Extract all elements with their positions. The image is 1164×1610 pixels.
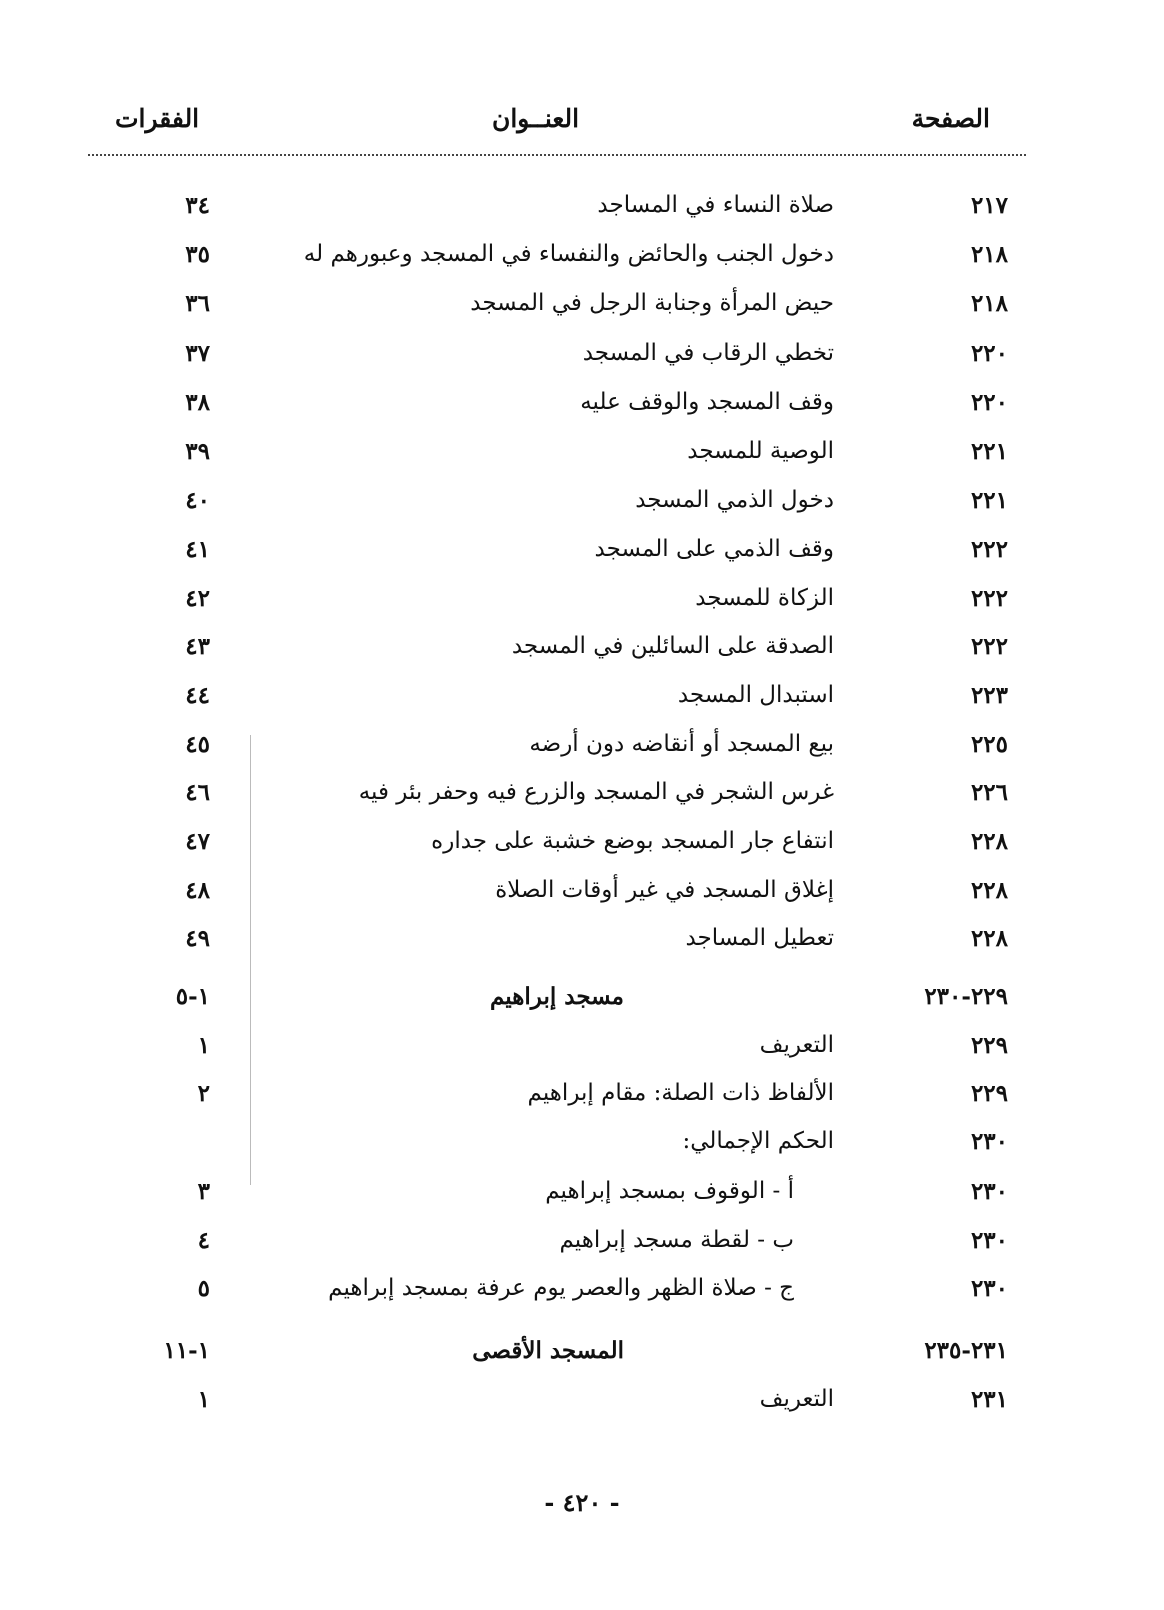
- paragraphs-cell: ٣٨: [185, 389, 210, 416]
- page-number-cell: ٢٢٩: [970, 1080, 1008, 1107]
- toc-row: [0, 1227, 1164, 1269]
- title-cell: مسجد إبراهيم: [489, 983, 624, 1010]
- title-cell: أ - الوقوف بمسجد إبراهيم: [545, 1178, 794, 1204]
- page-number-cell: ٢٢٨: [970, 877, 1008, 904]
- paras-column-header: الفقرات: [115, 104, 200, 133]
- title-cell: دخول الذمي المسجد: [635, 487, 834, 513]
- title-cell: ب - لقطة مسجد إبراهيم: [559, 1227, 794, 1253]
- paragraphs-cell: ٣٦: [185, 290, 210, 317]
- title-cell: وقف الذمي على المسجد: [594, 536, 834, 562]
- header-divider: [88, 154, 1026, 156]
- title-cell: الصدقة على السائلين في المسجد: [511, 633, 834, 659]
- toc-row: [0, 779, 1164, 821]
- title-cell: المسجد الأقصى: [472, 1337, 624, 1364]
- toc-row: [0, 241, 1164, 283]
- toc-row: [0, 290, 1164, 332]
- page-number-cell: ٢٣١: [970, 1386, 1008, 1413]
- paragraphs-cell: ٤٢: [185, 585, 210, 612]
- page-number-cell: ٢٣٠: [970, 1275, 1008, 1302]
- page-number-cell: ٢٢٣: [970, 682, 1008, 709]
- page-number-cell: ٢٢٨: [970, 925, 1008, 952]
- toc-row: [0, 389, 1164, 431]
- page-number-cell: ٢٢٩: [970, 1032, 1008, 1059]
- toc-row: [0, 925, 1164, 967]
- toc-row: [0, 536, 1164, 578]
- paragraphs-cell: ٤٨: [185, 877, 210, 904]
- paragraphs-cell: ٤٤: [185, 682, 210, 709]
- toc-row: [0, 1386, 1164, 1428]
- title-cell: انتفاع جار المسجد بوضع خشبة على جداره: [431, 828, 834, 854]
- paragraphs-cell: ٤٥: [185, 731, 210, 758]
- toc-row: [0, 731, 1164, 773]
- paragraphs-cell: ٤١: [185, 536, 210, 563]
- title-cell: استبدال المسجد: [677, 682, 834, 708]
- page-number-cell: ٢٢٢: [970, 633, 1008, 660]
- paragraphs-cell: ٤٦: [185, 779, 210, 806]
- title-cell: حيض المرأة وجنابة الرجل في المسجد: [470, 290, 834, 316]
- page-number-cell: ٢٢١: [970, 487, 1008, 514]
- toc-row: [0, 828, 1164, 870]
- page-number-cell: ٢٢٢: [970, 585, 1008, 612]
- paragraphs-cell: ١: [197, 1386, 210, 1413]
- toc-row: [0, 877, 1164, 919]
- title-cell: الحكم الإجمالي:: [682, 1128, 834, 1154]
- title-column-header: العنــوان: [492, 104, 580, 133]
- page-column-header: الصفحة: [911, 104, 990, 133]
- toc-row: [0, 438, 1164, 480]
- paragraphs-cell: ١: [197, 1032, 210, 1059]
- paragraphs-cell: ١-١١: [163, 1337, 210, 1364]
- toc-row: [0, 487, 1164, 529]
- page-number-cell: ٢١٧: [970, 192, 1008, 219]
- toc-row: [0, 633, 1164, 675]
- table-header: [0, 104, 1164, 144]
- title-cell: التعريف: [759, 1386, 834, 1412]
- page-number-cell: ٢٢٠: [970, 340, 1008, 367]
- title-cell: صلاة النساء في المساجد: [597, 192, 834, 218]
- title-cell: ج - صلاة الظهر والعصر يوم عرفة بمسجد إبراهيم: [328, 1275, 794, 1301]
- title-cell: غرس الشجر في المسجد والزرع فيه وحفر بئر فيه: [358, 779, 834, 805]
- toc-row: [0, 1337, 1164, 1379]
- page-number-cell: ٢٢٢: [970, 536, 1008, 563]
- title-cell: بيع المسجد أو أنقاضه دون أرضه: [529, 731, 834, 757]
- toc-row: [0, 1080, 1164, 1122]
- toc-row: [0, 340, 1164, 382]
- toc-row: [0, 1275, 1164, 1317]
- page-number-cell: ٢٢٠: [970, 389, 1008, 416]
- paragraphs-cell: ٤٣: [185, 633, 210, 660]
- toc-row: [0, 1128, 1164, 1170]
- page-number-cell: ٢٢٨: [970, 828, 1008, 855]
- page-number-cell: ٢٣٠: [970, 1128, 1008, 1155]
- paragraphs-cell: ٣٤: [185, 192, 210, 219]
- page-number-cell: ٢٢٩-٢٣٠: [924, 983, 1008, 1010]
- paragraphs-cell: ٣: [197, 1178, 210, 1205]
- title-cell: التعريف: [759, 1032, 834, 1058]
- paragraphs-cell: ٤٩: [185, 925, 210, 952]
- paragraphs-cell: ٣٥: [185, 241, 210, 268]
- page-number-cell: ٢٣١-٢٣٥: [924, 1337, 1008, 1364]
- title-cell: إغلاق المسجد في غير أوقات الصلاة: [495, 877, 834, 903]
- toc-row: [0, 983, 1164, 1025]
- paragraphs-cell: ٣٩: [185, 438, 210, 465]
- page-number-cell: ٢٣٠: [970, 1178, 1008, 1205]
- toc-row: [0, 585, 1164, 627]
- title-cell: الوصية للمسجد: [687, 438, 834, 464]
- title-cell: وقف المسجد والوقف عليه: [580, 389, 834, 415]
- title-cell: تعطيل المساجد: [685, 925, 834, 951]
- paragraphs-cell: ٢: [197, 1080, 210, 1107]
- title-cell: دخول الجنب والحائض والنفساء في المسجد وعبورهم له: [303, 241, 834, 267]
- page-number-cell: ٢١٨: [970, 241, 1008, 268]
- title-cell: تخطي الرقاب في المسجد: [582, 340, 834, 366]
- toc-row: [0, 1178, 1164, 1220]
- title-cell: الألفاظ ذات الصلة: مقام إبراهيم: [527, 1080, 834, 1106]
- page-number-cell: ٢٣٠: [970, 1227, 1008, 1254]
- toc-row: [0, 192, 1164, 234]
- page-number-cell: ٢١٨: [970, 290, 1008, 317]
- paragraphs-cell: ٣٧: [185, 340, 210, 367]
- paragraphs-cell: ٤٧: [185, 828, 210, 855]
- paragraphs-cell: ٤: [197, 1227, 210, 1254]
- paragraphs-cell: ٤٠: [185, 487, 210, 514]
- toc-row: [0, 1032, 1164, 1074]
- page-number: - ٤٢٠ -: [544, 1488, 620, 1517]
- page-number-cell: ٢٢٦: [970, 779, 1008, 806]
- page-number-cell: ٢٢٥: [970, 731, 1008, 758]
- paragraphs-cell: ١-٥: [175, 983, 210, 1010]
- page-number-cell: ٢٢١: [970, 438, 1008, 465]
- title-cell: الزكاة للمسجد: [695, 585, 834, 611]
- paragraphs-cell: ٥: [197, 1275, 210, 1302]
- toc-row: [0, 682, 1164, 724]
